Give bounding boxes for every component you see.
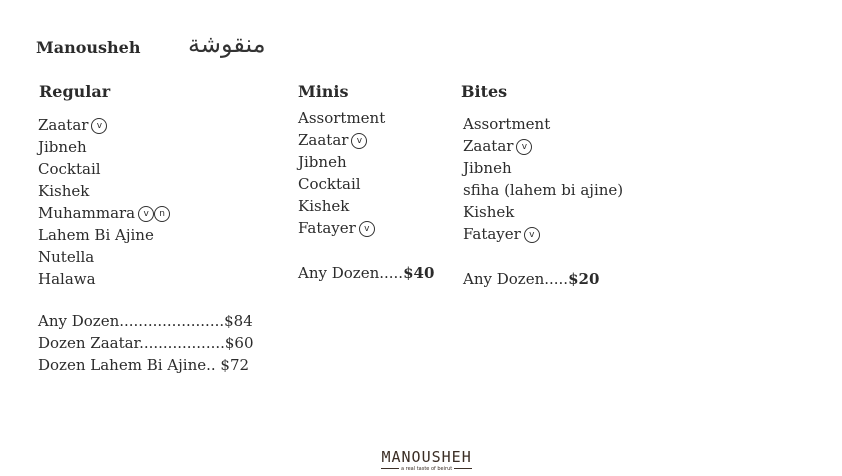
bites-price: Any Dozen.....$20	[463, 270, 600, 288]
list-item: Kishek	[298, 197, 350, 215]
list-item: Jibneh	[463, 159, 512, 177]
list-item: Fatayer v	[463, 223, 623, 245]
list-item: Assortment	[463, 115, 551, 133]
minis-list	[298, 107, 385, 239]
vegan-icon: v	[359, 221, 375, 237]
list-item: Kishek	[463, 203, 515, 221]
arabic-title: منقوشة	[188, 30, 266, 58]
price-line: Any Dozen......................$84	[38, 312, 253, 330]
list-item: sfiha (lahem bi ajine)	[463, 181, 624, 199]
vegan-icon: v	[91, 118, 107, 134]
price-line: Dozen Lahem Bi Ajine.. $72	[38, 356, 250, 374]
vegan-icon: v	[351, 133, 367, 149]
list-item: Cocktail	[298, 175, 361, 193]
regular-heading: Regular	[39, 82, 111, 101]
list-item: Assortment	[298, 109, 386, 127]
list-item: Zaatar v	[38, 114, 170, 136]
list-item: Jibneh	[38, 138, 87, 156]
list-item: Muhammara v n	[38, 202, 170, 224]
list-item: Jibneh	[298, 153, 347, 171]
regular-prices	[38, 310, 254, 376]
list-item: Zaatar v	[298, 129, 385, 151]
nuts-icon: n	[154, 206, 170, 222]
brand-logo: MANOUSHEH a real taste of beirut	[381, 448, 472, 472]
list-item: Zaatar v	[463, 135, 623, 157]
minis-heading: Minis	[298, 82, 349, 101]
regular-list	[38, 114, 170, 290]
list-item: Halawa	[38, 270, 96, 288]
list-item: Nutella	[38, 248, 95, 266]
vegan-icon: v	[516, 139, 532, 155]
page-title: Manousheh	[36, 38, 141, 57]
vegan-icon: v	[524, 227, 540, 243]
list-item: Fatayer v	[298, 217, 385, 239]
list-item: Cocktail	[38, 160, 101, 178]
minis-price: Any Dozen.....$40	[298, 264, 435, 282]
bites-list	[463, 113, 623, 245]
list-item: Lahem Bi Ajine	[38, 226, 154, 244]
price-line: Dozen Zaatar..................$60	[38, 334, 254, 352]
list-item: Kishek	[38, 182, 90, 200]
bites-heading: Bites	[461, 82, 508, 101]
vegan-icon: v	[138, 206, 154, 222]
